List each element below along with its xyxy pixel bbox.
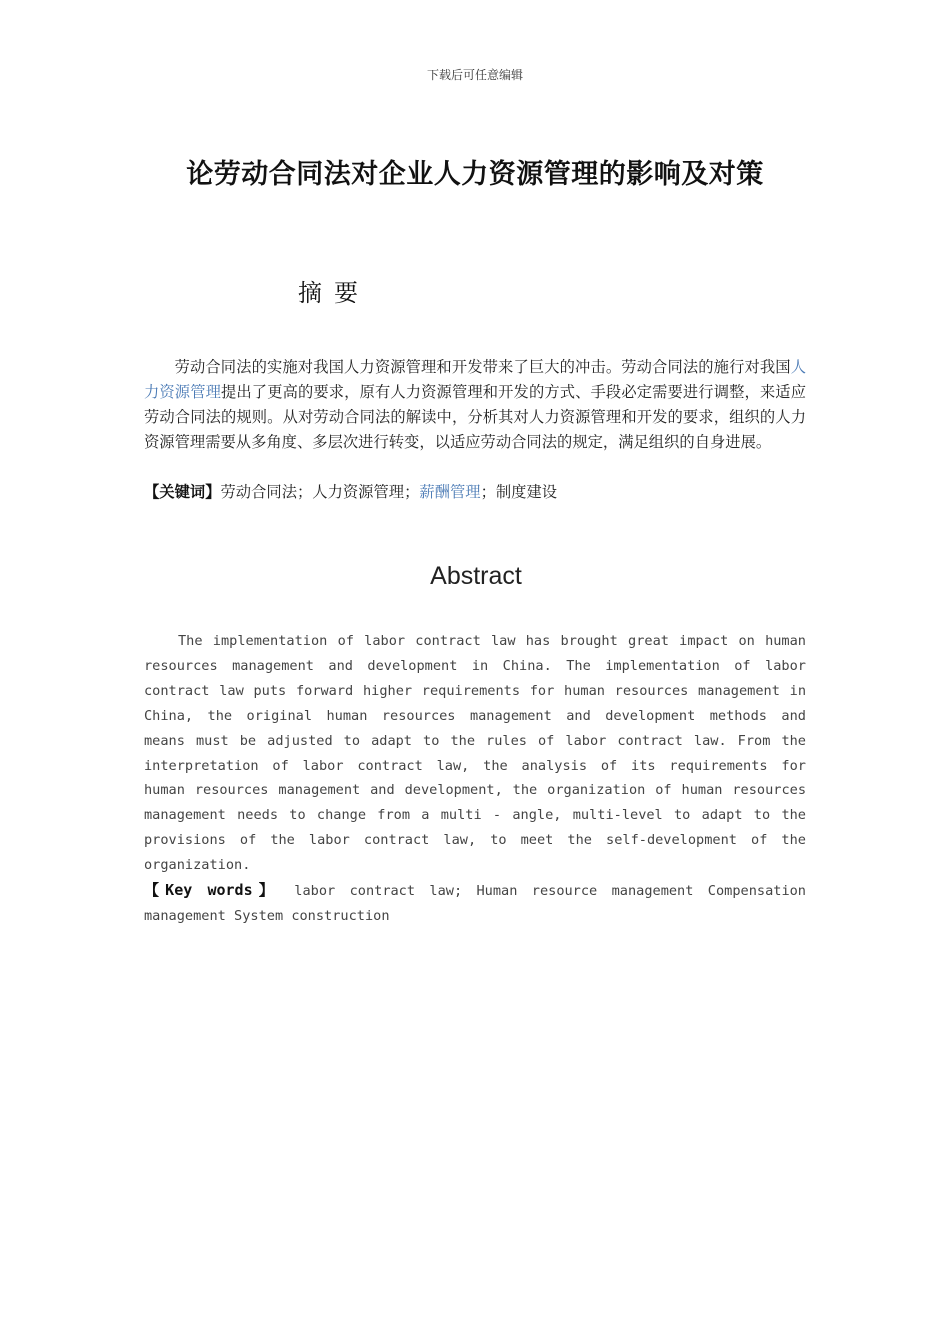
keywords-cn-text-2: ；制度建设	[480, 483, 558, 501]
abstract-body-cn-text-2: 提出了更高的要求，原有人力资源管理和开发的方式、手段必定需要进行调整，来适应劳动合同法的规则。从对劳动合同法的解读中，分析其对人力资源管理和开发的要求，组织的人力资源管理需要从多角度、多层次进行转变，以适应劳动合同法的规定，满足组织的自身进展。	[144, 383, 806, 451]
keywords-cn-text-1: 劳动合同法；人力资源管理；	[220, 483, 420, 501]
abstract-body-cn	[144, 355, 806, 455]
abstract-heading-cn: 摘要	[298, 279, 370, 307]
keywords-en	[144, 878, 806, 928]
compensation-management-link[interactable]: 薪酬管理	[419, 483, 481, 501]
keywords-label-en: 【Key words】	[144, 881, 280, 899]
keywords-en-text: labor contract law; Human resource management Compensation management System construction	[144, 883, 806, 924]
abstract-heading-en: Abstract	[430, 562, 522, 590]
abstract-body-cn-text-1: 劳动合同法的实施对我国人力资源管理和开发带来了巨大的冲击。劳动合同法的施行对我国	[174, 358, 791, 376]
keywords-cn	[144, 480, 806, 505]
document-title: 论劳动合同法对企业人力资源管理的影响及对策	[186, 159, 764, 190]
abstract-body-en: The implementation of labor contract law has brought great impact on human resources management and development in China. The implementation of labor contract law puts forward higher requirements for human resources management in China, the original human resources management and development methods and means must be adjusted to adapt to the rules of labor contract law. From the interpretation of labor contract law, the analysis of its requirements for human resources management and development, the organization of human resources management needs to change from a multi - angle, multi-level to adapt to the provisions of the labor contract law, to meet the self-development of the organization.	[144, 633, 806, 874]
header-note: 下载后可任意编辑	[426, 68, 523, 82]
hr-management-link[interactable]: 人力资源管理	[144, 358, 806, 401]
keywords-label-cn: 【关键词】	[144, 483, 221, 501]
